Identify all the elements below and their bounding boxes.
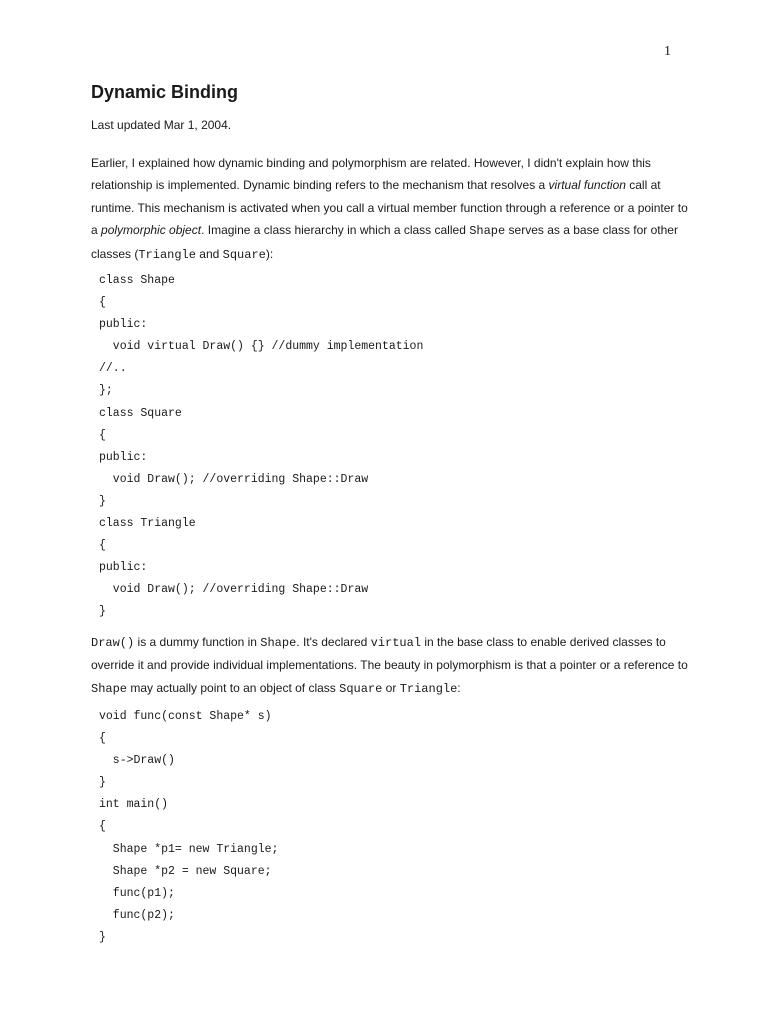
code-line: { [99,820,106,834]
intro-text: and [195,246,223,261]
intro-emphasis-polymorphic-object: polymorphic object [101,223,202,238]
intro-text: . Imagine a class hierarchy in which a class called [201,223,470,238]
code-block-main-example [99,706,278,949]
inline-code-square: Square [339,681,383,696]
code-line: s->Draw() [99,754,175,768]
explanation-text: in the base class to enable derived classes to override it and provide individual implementations. The beauty in polymorphism is that a pointer or a reference to [91,635,688,673]
code-line: { [99,296,106,310]
article-title: Dynamic Binding [91,82,239,102]
code-line: void Draw(); //overriding Shape::Draw [99,472,369,486]
code-line: { [99,732,106,746]
code-line: class Shape [99,274,175,287]
code-line: class Triangle [99,517,196,531]
explanation-text: or [382,680,400,695]
code-line: public: [99,318,148,332]
code-line: Shape *p2 = new Square; [99,864,272,878]
intro-text: Earlier, I explained how dynamic binding and polymorphism are related. However, I didn't explain how this relationship is implemented. Dynamic binding refers to the mechanism that resolves a [91,156,651,193]
intro-emphasis-virtual-function: virtual function [548,178,626,193]
explanation-paragraph [91,631,691,700]
explanation-text: : [457,680,461,695]
inline-code-draw: Draw() [91,636,135,650]
code-line: } [99,494,106,508]
code-line: void func(const Shape* s) [99,710,272,723]
code-line: public: [99,450,148,464]
intro-text: call at runtime. This mechanism is activated when you call a virtual member function through a reference or a pointer to a [91,178,688,238]
code-line: int main() [99,798,169,812]
code-line: { [99,539,106,553]
explanation-text: is a dummy function in [134,635,261,649]
code-line: func(p2); [99,908,175,922]
intro-paragraph [91,152,691,266]
inline-code-triangle: Triangle [138,247,196,262]
code-line: } [99,605,106,619]
code-line: //.. [99,362,127,376]
inline-code-shape: Shape [260,636,297,650]
code-line: { [99,428,106,442]
code-line: public: [99,561,148,575]
code-line: } [99,776,106,790]
explanation-text: . It's declared [296,635,371,649]
code-block-class-hierarchy [99,270,423,624]
inline-code-triangle: Triangle [399,681,458,696]
code-line: Shape *p1= new Triangle; [99,842,279,856]
code-line: class Square [99,406,182,420]
page-number: 1 [664,44,671,59]
code-line: func(p1); [99,886,175,900]
inline-code-shape: Shape [91,681,128,696]
inline-code-shape: Shape [469,224,506,239]
code-line: void Draw(); //overriding Shape::Draw [99,583,369,597]
code-line: } [99,930,106,944]
intro-text: ): [265,246,274,261]
code-line: void virtual Draw() {} //dummy implementation [99,340,424,354]
inline-code-virtual: virtual [370,636,422,650]
code-line: }; [99,384,113,398]
intro-text: serves as a base class for other classes ( [91,223,678,261]
last-updated-line: Last updated Mar 1, 2004. [91,118,232,132]
explanation-text: may actually point to an object of class [127,680,340,695]
inline-code-square: Square [222,247,266,262]
